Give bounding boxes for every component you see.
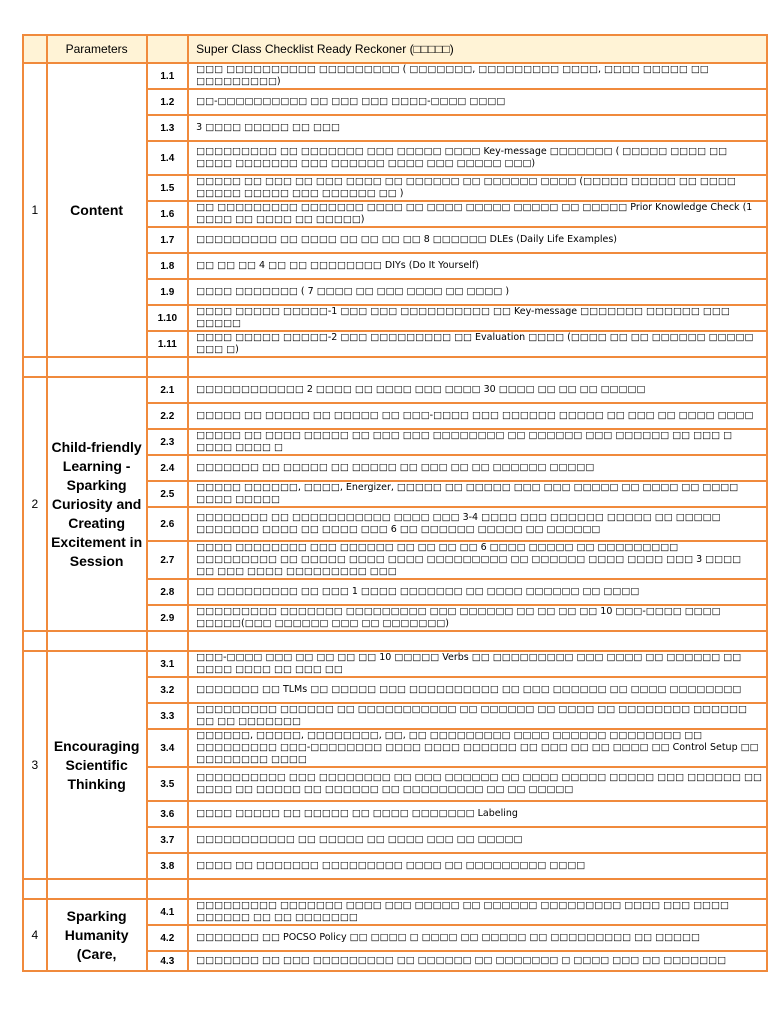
item-id: 4.3	[147, 951, 189, 971]
checklist-table	[22, 34, 768, 972]
item-description: □□□□□ □□ □□□□□ □□ □□□□□ □□ □□□-□□□□ □□□ □□□□□□ □□□□□ □□ □□□ □□ □□□□ □□□□	[188, 403, 767, 429]
item-id: 2.4	[147, 455, 189, 481]
spacer-row	[23, 357, 767, 377]
item-description: □□□□□ □□ □□□ □□ □□□ □□□□ □□ □□□□□□ □□ □□□□□□ □□□□ (□□□□□ □□□□□ □□ □□□□ □□□□□ □□□□□ □□□ □□□□□□ □□ )	[188, 175, 767, 201]
section-parameter: Child-friendly Learning - Sparking Curiosity and Creating Excitement in Session	[47, 377, 147, 631]
item-id: 3.6	[147, 801, 189, 827]
item-id: 1.9	[147, 279, 189, 305]
item-description: □□□□□ □□□□□□, □□□□, Energizer, □□□□□ □□ □□□□□ □□□ □□□ □□□□□ □□ □□□□ □□ □□□□ □□□□ □□□□□	[188, 481, 767, 507]
spacer-row	[23, 879, 767, 899]
item-description: □□□□□□□ □□ TLMs □□ □□□□□ □□□ □□□□□□□□□□ □□ □□□ □□□□□□ □□ □□□□ □□□□□□□□	[188, 677, 767, 703]
item-description: □□□□□□□□□□□□ 2 □□□□ □□ □□□□ □□□ □□□□ 30 □□□□ □□ □□ □□ □□□□□	[188, 377, 767, 403]
item-description: □□□□□□□ □□ □□□□□ □□ □□□□□ □□ □□□ □□ □□ □□□□□□ □□□□□	[188, 455, 767, 481]
item-description: □□□□ □□□□□ □□□□□-2 □□□ □□□□□□□□□ □□ Evaluation □□□□ (□□□□ □□ □□ □□□□□□ □□□□□ □□□ □)	[188, 331, 767, 357]
item-description: □□-□□□□□□□□□□ □□ □□□ □□□ □□□□-□□□□ □□□□	[188, 89, 767, 115]
item-description: □□ □□□□□□□□□ □□□□□□□ □□□□ □□ □□□□ □□□□□ □□□□□ □□ □□□□□ Prior Knowledge Check (1 □□□□ □□ □□□□ □□ □□□□□)	[188, 201, 767, 227]
item-description: □□□□□□□□□□□ □□ □□□□□ □□ □□□□ □□□ □□ □□□□□	[188, 827, 767, 853]
item-id: 2.7	[147, 541, 189, 579]
spacer-cell	[147, 357, 189, 377]
item-id: 1.3	[147, 115, 189, 141]
item-id: 3.2	[147, 677, 189, 703]
item-id: 2.6	[147, 507, 189, 541]
item-description: □□□ □□□□□□□□□□ □□□□□□□□□ ( □□□□□□□, □□□□□□□□□ □□□□, □□□□ □□□□□ □□ □□□□□□□□□)	[188, 63, 767, 89]
header-parameters: Parameters	[47, 35, 147, 63]
spacer-cell	[188, 631, 767, 651]
item-description: □□□□□□□□□ □□□□□□□ □□□□□□□□□ □□□ □□□□□□ □□ □□ □□ □□ 10 □□□-□□□□ □□□□ □□□□□(□□□ □□□□□□ □□□ □□ □□□□□□□)	[188, 605, 767, 631]
item-id: 1.10	[147, 305, 189, 331]
item-description: □□□□ □□□□□ □□□□□-1 □□□ □□□ □□□□□□□□□□ □□ Key-message □□□□□□□ □□□□□□ □□□ □□□□□	[188, 305, 767, 331]
header-id-cell	[147, 35, 189, 63]
section-number: 3	[23, 651, 47, 879]
section-parameter: Sparking Humanity (Care,	[47, 899, 147, 971]
item-id: 3.5	[147, 767, 189, 801]
item-description: □□□-□□□□ □□□ □□ □□ □□ □□ 10 □□□□□ Verbs □□ □□□□□□□□□ □□□ □□□□ □□ □□□□□□ □□ □□□□ □□□□ □□ □□□ □□	[188, 651, 767, 677]
section-parameter: Content	[47, 63, 147, 357]
table-row	[23, 899, 767, 925]
table-row	[23, 377, 767, 403]
item-id: 2.2	[147, 403, 189, 429]
item-description: □□□□□□□□□ □□ □□□□ □□ □□ □□ □□ 8 □□□□□□ DLEs (Daily Life Examples)	[188, 227, 767, 253]
section-number: 4	[23, 899, 47, 971]
item-id: 1.7	[147, 227, 189, 253]
spacer-cell	[188, 357, 767, 377]
item-id: 4.2	[147, 925, 189, 951]
section-number: 2	[23, 377, 47, 631]
item-id: 1.5	[147, 175, 189, 201]
item-id: 1.11	[147, 331, 189, 357]
item-description: □□□□ □□□□□□□ ( 7 □□□□ □□ □□□ □□□□ □□ □□□□ )	[188, 279, 767, 305]
item-description: □□ □□ □□ 4 □□ □□ □□□□□□□□ DIYs (Do It Yourself)	[188, 253, 767, 279]
item-description: □□□□ □□ □□□□□□□ □□□□□□□□□ □□□□ □□ □□□□□□□□□ □□□□	[188, 853, 767, 879]
item-id: 3.1	[147, 651, 189, 677]
item-id: 1.6	[147, 201, 189, 227]
spacer-cell	[47, 357, 147, 377]
table-row	[23, 63, 767, 89]
item-description: □□□□□□□ □□ □□□ □□□□□□□□□ □□ □□□□□□ □□ □□□□□□□ □ □□□□ □□□ □□ □□□□□□□	[188, 951, 767, 971]
item-id: 3.4	[147, 729, 189, 767]
item-id: 3.3	[147, 703, 189, 729]
section-number: 1	[23, 63, 47, 357]
item-description: □□□□□□□ □□ POCSO Policy □□ □□□□ □ □□□□ □□ □□□□□ □□ □□□□□□□□□ □□ □□□□□	[188, 925, 767, 951]
item-description: □□□□□□□□□ □□ □□□□□□□ □□□ □□□□□ □□□□ Key-message □□□□□□□ ( □□□□□ □□□□ □□ □□□□ □□□□□□□ □□□ □□□□□□ □□□□ □□□ □□□□□ □□□)	[188, 141, 767, 175]
item-description: □□□□□ □□ □□□□ □□□□□ □□ □□□ □□□ □□□□□□□□ □□ □□□□□□ □□□ □□□□□□ □□ □□□ □ □□□□ □□□□ □	[188, 429, 767, 455]
item-id: 2.9	[147, 605, 189, 631]
item-description: □□□□□□, □□□□□, □□□□□□□□, □□, □□ □□□□□□□□□ □□□□ □□□□□□ □□□□□□□□ □□ □□□□□□□□□ □□□-□□□□□□□□ □□□□ □□□□ □□□□□□ □□ □□□ □□ □□ □□□□ □□ Control Setup □□ □□□□□□□□ □□□□	[188, 729, 767, 767]
item-description: □□ □□□□□□□□□ □□ □□□ 1 □□□□ □□□□□□□ □□ □□□□ □□□□□□ □□ □□□□	[188, 579, 767, 605]
item-id: 2.3	[147, 429, 189, 455]
header-row	[23, 35, 767, 63]
spacer-row	[23, 631, 767, 651]
table-row	[23, 651, 767, 677]
spacer-cell	[188, 879, 767, 899]
item-id: 1.2	[147, 89, 189, 115]
item-description: □□□□ □□□□□ □□ □□□□□ □□ □□□□ □□□□□□□ Labeling	[188, 801, 767, 827]
item-description: □□□□□□□□□ □□□□□□□ □□□□ □□□ □□□□□ □□ □□□□□□ □□□□□□□□□ □□□□ □□□ □□□□ □□□□□□ □□ □□ □□□□□□□	[188, 899, 767, 925]
item-id: 2.1	[147, 377, 189, 403]
header-num-cell	[23, 35, 47, 63]
item-description: □□□□□□□□ □□ □□□□□□□□□□□ □□□□ □□□ 3-4 □□□□ □□□ □□□□□□ □□□□□ □□ □□□□□ □□□□□□□ □□□□ □□ □□□□ □□□ 6 □□ □□□□□□ □□□□□ □□ □□□□□□	[188, 507, 767, 541]
item-description: 3 □□□□ □□□□□ □□ □□□	[188, 115, 767, 141]
section-parameter: Encouraging Scientific Thinking	[47, 651, 147, 879]
spacer-cell	[47, 631, 147, 651]
item-description: □□□□□□□□□ □□□□□□ □□ □□□□□□□□□□□ □□ □□□□□□ □□ □□□□ □□ □□□□□□□□ □□□□□□ □□ □□ □□□□□□□	[188, 703, 767, 729]
item-description: □□□□□□□□□□ □□□ □□□□□□□□ □□ □□□ □□□□□□ □□ □□□□ □□□□□ □□□□□ □□□ □□□□□□ □□ □□□□ □□ □□□□□ □□ □□□□□□ □□ □□□□□□□□□ □□ □□ □□□□□	[188, 767, 767, 801]
spacer-cell	[147, 631, 189, 651]
spacer-cell	[23, 631, 47, 651]
item-id: 2.5	[147, 481, 189, 507]
item-id: 2.8	[147, 579, 189, 605]
item-id: 4.1	[147, 899, 189, 925]
header-title: Super Class Checklist Ready Reckoner (□□□□□)	[188, 35, 767, 63]
item-id: 3.8	[147, 853, 189, 879]
item-id: 1.8	[147, 253, 189, 279]
item-id: 1.1	[147, 63, 189, 89]
spacer-cell	[23, 357, 47, 377]
item-id: 3.7	[147, 827, 189, 853]
spacer-cell	[147, 879, 189, 899]
item-id: 1.4	[147, 141, 189, 175]
item-description: □□□□ □□□□□□□□ □□□ □□□□□□ □□ □□ □□ □□ 6 □□□□ □□□□□ □□ □□□□□□□□□ □□□□□□□□□ □□ □□□□□ □□□□ □□□□ □□□□□□□□□ □□ □□□□□□ □□□□ □□□□ □□□ 3 □□□□ □□ □□□ □□□□ □□□□□□□□□ □□□	[188, 541, 767, 579]
spacer-cell	[23, 879, 47, 899]
spacer-cell	[47, 879, 147, 899]
